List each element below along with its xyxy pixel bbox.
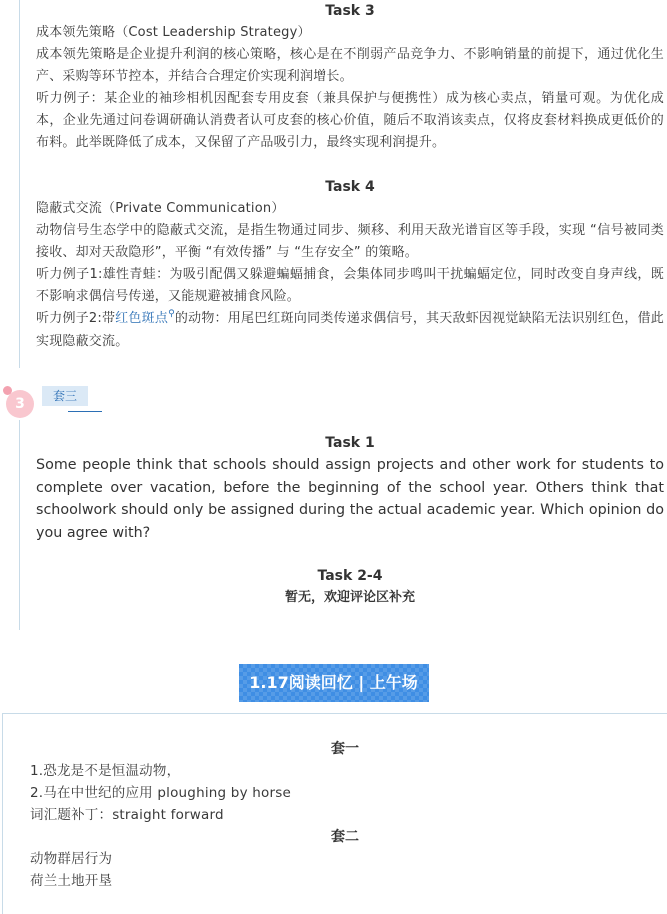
timeline-line-top xyxy=(19,0,20,368)
reading-set2-title: 套二 xyxy=(331,829,359,845)
tag-underline xyxy=(68,411,102,412)
task4-definition: 动物信号生态学中的隐蔽式交流，是指生物通过同步、频移、利用天敌光谱盲区等手段，实现 “信号被同类接收、却对天敌隐形”，平衡 “有效传播” 与 “生存安全” 的策略。 xyxy=(36,223,664,260)
set3-task1-title: Task 1 xyxy=(325,435,375,451)
task4-example2-prefix: 听力例子2:带 xyxy=(36,311,116,326)
reading-set1-item: 2.马在中世纪的应用 ploughing by horse xyxy=(30,785,291,801)
reading-set1-item: 词汇题补丁：straight forward xyxy=(30,807,224,823)
task4-subtitle: 隐蔽式交流（Private Communication） xyxy=(36,201,285,216)
badge-dot xyxy=(3,386,12,395)
set3-task24-note: 暂无，欢迎评论区补充 xyxy=(284,590,415,605)
section-set3 xyxy=(36,432,664,609)
reading-set1-item: 1.恐龙是不是恒温动物， xyxy=(30,763,181,779)
banner-wrap xyxy=(0,664,667,702)
reading-set2-item: 动物群居行为 xyxy=(30,851,113,867)
task4-example2-suffix: 的动物：用尾巴红斑向同类传递求偶信号，其天敌虾因视觉缺陷无法识别红色，借此实现隐蔽交流。 xyxy=(36,311,664,349)
task3-definition: 成本领先策略是企业提升利润的核心策略，核心是在不削弱产品竞争力、不影响销量的前提下，通过优化生产、采购等环节控本，并结合合理定价实现利润增长。 xyxy=(36,47,664,84)
task4-example2 xyxy=(36,308,664,353)
reading-set2-item: 荷兰土地开垦 xyxy=(30,873,113,889)
task3-subtitle: 成本领先策略（Cost Leadership Strategy） xyxy=(36,25,311,40)
task3-title: Task 3 xyxy=(325,3,375,19)
set3-tag: 套三 xyxy=(42,386,88,406)
reading-set1-title: 套一 xyxy=(331,741,359,757)
task4-title: Task 4 xyxy=(325,179,375,195)
reading-box xyxy=(2,713,667,914)
task3-example: 听力例子：某企业的袖珍相机因配套专用皮套（兼具保护与便携性）成为核心卖点，销量可观。为优化成本，企业先通过问卷调研确认消费者认可皮套的核心价值，随后不取消该卖点，仅将皮套材料换成更低价的布料。此举既降低了成本，又保留了产品吸引力，最终实现利润提升。 xyxy=(36,91,664,150)
task4-example1: 听力例子1:雄性青蛙：为吸引配偶又躲避蝙蝠捕食，会集体同步鸣叫干扰蝙蝠定位，同时改变自身声线，既不影响求偶信号传递，又能规避被捕食风险。 xyxy=(36,267,664,304)
timeline-line-bottom xyxy=(19,420,20,630)
section-task3-task4 xyxy=(36,0,664,353)
set3-number-badge: 3 xyxy=(6,390,34,418)
reading-banner: 1.17阅读回忆 | 上午场 xyxy=(239,664,429,702)
set3-task24-title: Task 2-4 xyxy=(317,568,383,584)
red-spot-link[interactable]: 红色斑点 xyxy=(115,311,169,326)
search-icon[interactable]: ⚲ xyxy=(168,309,175,319)
set3-task1-text: Some people think that schools should assign projects and other work for students to complete over vacation, before the beginning of the school year. Others think that schoolwork should only be assigned during the actual academic year. Which opinion do you agree with? xyxy=(36,457,664,541)
